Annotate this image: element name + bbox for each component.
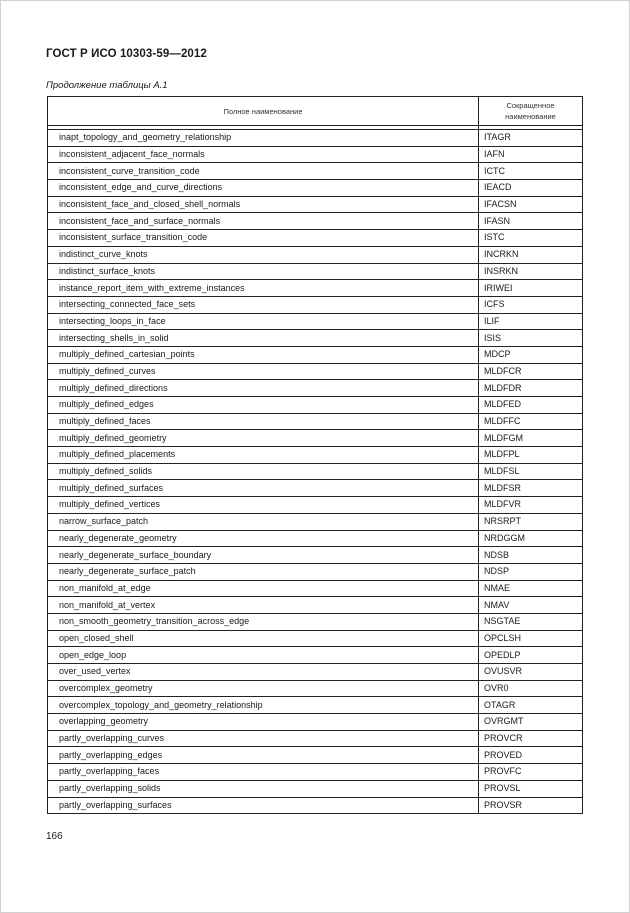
- full-name-cell: partly_overlapping_solids: [48, 780, 479, 797]
- abbreviation-cell: OVRGMT: [479, 714, 583, 731]
- abbreviation-cell: OPCLSH: [479, 630, 583, 647]
- abbreviation-cell: IRIWEI: [479, 280, 583, 297]
- full-name-cell: nearly_degenerate_surface_patch: [48, 563, 479, 580]
- table-row: [48, 146, 583, 163]
- abbreviation-cell: NDSB: [479, 547, 583, 564]
- abbreviation-cell: ILIF: [479, 313, 583, 330]
- abbreviation-cell: PROVSL: [479, 780, 583, 797]
- table-row: [48, 780, 583, 797]
- table-row: [48, 480, 583, 497]
- full-name-cell: inconsistent_curve_transition_code: [48, 163, 479, 180]
- full-name-cell: partly_overlapping_curves: [48, 730, 479, 747]
- table-row: [48, 463, 583, 480]
- abbreviation-cell: NDSP: [479, 563, 583, 580]
- abbreviation-cell: IFACSN: [479, 196, 583, 213]
- table-row: [48, 246, 583, 263]
- table-header-row: [48, 97, 583, 126]
- table-body: [48, 126, 583, 814]
- table-caption: Продолжение таблицы А.1: [46, 80, 168, 91]
- abbreviation-cell: PROVCR: [479, 730, 583, 747]
- full-name-cell: multiply_defined_placements: [48, 447, 479, 464]
- table-row: [48, 680, 583, 697]
- abbreviation-cell: OVR0: [479, 680, 583, 697]
- full-name-cell: multiply_defined_directions: [48, 380, 479, 397]
- full-name-cell: non_manifold_at_edge: [48, 580, 479, 597]
- table-row: [48, 647, 583, 664]
- full-name-cell: intersecting_connected_face_sets: [48, 296, 479, 313]
- abbreviation-cell: PROVED: [479, 747, 583, 764]
- full-name-cell: overcomplex_topology_and_geometry_relationship: [48, 697, 479, 714]
- full-name-cell: open_edge_loop: [48, 647, 479, 664]
- full-name-cell: indistinct_surface_knots: [48, 263, 479, 280]
- table-row: [48, 180, 583, 197]
- abbreviation-cell: INSRKN: [479, 263, 583, 280]
- abbreviation-cell: MLDFSL: [479, 463, 583, 480]
- column-header-abbreviation-line1: Сокращенное: [506, 101, 555, 110]
- table-row: [48, 430, 583, 447]
- column-header-abbreviation: [479, 97, 583, 126]
- abbreviation-cell: ITAGR: [479, 130, 583, 147]
- full-name-cell: multiply_defined_surfaces: [48, 480, 479, 497]
- abbreviation-cell: MLDFDR: [479, 380, 583, 397]
- abbreviation-cell: MLDFSR: [479, 480, 583, 497]
- abbreviation-cell: PROVSR: [479, 797, 583, 814]
- abbreviation-cell: MLDFGM: [479, 430, 583, 447]
- abbreviation-cell: NMAE: [479, 580, 583, 597]
- table-row: [48, 296, 583, 313]
- page-number: 166: [46, 831, 63, 842]
- full-name-cell: inconsistent_face_and_closed_shell_normals: [48, 196, 479, 213]
- full-name-cell: multiply_defined_solids: [48, 463, 479, 480]
- abbreviation-cell: ICFS: [479, 296, 583, 313]
- table-row: [48, 213, 583, 230]
- full-name-cell: multiply_defined_vertices: [48, 497, 479, 514]
- table-row: [48, 597, 583, 614]
- table-row: [48, 330, 583, 347]
- abbreviation-cell: IEACD: [479, 180, 583, 197]
- abbreviation-cell: MLDFED: [479, 397, 583, 414]
- full-name-cell: partly_overlapping_edges: [48, 747, 479, 764]
- table-row: [48, 563, 583, 580]
- abbreviation-cell: OVUSVR: [479, 664, 583, 681]
- table-row: [48, 447, 583, 464]
- abbreviation-cell: ICTC: [479, 163, 583, 180]
- abbreviation-cell: MLDFPL: [479, 447, 583, 464]
- table-row: [48, 280, 583, 297]
- abbreviation-cell: IFASN: [479, 213, 583, 230]
- full-name-cell: indistinct_curve_knots: [48, 246, 479, 263]
- table-row: [48, 397, 583, 414]
- full-name-cell: intersecting_shells_in_solid: [48, 330, 479, 347]
- abbreviation-cell: IAFN: [479, 146, 583, 163]
- full-name-cell: partly_overlapping_surfaces: [48, 797, 479, 814]
- full-name-cell: nearly_degenerate_surface_boundary: [48, 547, 479, 564]
- table-row: [48, 714, 583, 731]
- abbreviation-cell: NRSRPT: [479, 513, 583, 530]
- table-row: [48, 730, 583, 747]
- table-row: [48, 313, 583, 330]
- table-row: [48, 547, 583, 564]
- full-name-cell: inconsistent_edge_and_curve_directions: [48, 180, 479, 197]
- table-row: [48, 230, 583, 247]
- table-row: [48, 497, 583, 514]
- table-row: [48, 413, 583, 430]
- full-name-cell: inapt_topology_and_geometry_relationship: [48, 130, 479, 147]
- abbreviation-cell: OPEDLP: [479, 647, 583, 664]
- abbreviation-cell: ISIS: [479, 330, 583, 347]
- abbreviation-cell: INCRKN: [479, 246, 583, 263]
- abbreviations-table: [47, 96, 583, 814]
- full-name-cell: inconsistent_adjacent_face_normals: [48, 146, 479, 163]
- table-row: [48, 797, 583, 814]
- abbreviation-cell: PROVFC: [479, 764, 583, 781]
- full-name-cell: multiply_defined_geometry: [48, 430, 479, 447]
- abbreviation-cell: NRDGGM: [479, 530, 583, 547]
- table-row: [48, 613, 583, 630]
- table-row: [48, 380, 583, 397]
- abbreviation-cell: MDCP: [479, 346, 583, 363]
- full-name-cell: open_closed_shell: [48, 630, 479, 647]
- full-name-cell: nearly_degenerate_geometry: [48, 530, 479, 547]
- full-name-cell: overcomplex_geometry: [48, 680, 479, 697]
- table-row: [48, 764, 583, 781]
- abbreviation-cell: NSGTAE: [479, 613, 583, 630]
- document-title: ГОСТ Р ИСО 10303-59—2012: [46, 48, 207, 60]
- full-name-cell: overlapping_geometry: [48, 714, 479, 731]
- full-name-cell: non_manifold_at_vertex: [48, 597, 479, 614]
- abbreviation-cell: MLDFCR: [479, 363, 583, 380]
- full-name-cell: instance_report_item_with_extreme_instances: [48, 280, 479, 297]
- abbreviation-cell: NMAV: [479, 597, 583, 614]
- abbreviation-cell: OTAGR: [479, 697, 583, 714]
- table-row: [48, 363, 583, 380]
- full-name-cell: multiply_defined_cartesian_points: [48, 346, 479, 363]
- full-name-cell: multiply_defined_curves: [48, 363, 479, 380]
- table-row: [48, 530, 583, 547]
- abbreviation-cell: MLDFFC: [479, 413, 583, 430]
- table-row: [48, 346, 583, 363]
- full-name-cell: non_smooth_geometry_transition_across_edge: [48, 613, 479, 630]
- full-name-cell: narrow_surface_patch: [48, 513, 479, 530]
- full-name-cell: intersecting_loops_in_face: [48, 313, 479, 330]
- table-row: [48, 196, 583, 213]
- table-row: [48, 630, 583, 647]
- full-name-cell: partly_overlapping_faces: [48, 764, 479, 781]
- table-row: [48, 513, 583, 530]
- table-row: [48, 130, 583, 147]
- full-name-cell: multiply_defined_faces: [48, 413, 479, 430]
- table-row: [48, 697, 583, 714]
- table-row: [48, 747, 583, 764]
- table-row: [48, 263, 583, 280]
- full-name-cell: over_used_vertex: [48, 664, 479, 681]
- column-header-abbreviation-line2: наименование: [505, 112, 556, 121]
- full-name-cell: multiply_defined_edges: [48, 397, 479, 414]
- abbreviation-cell: ISTC: [479, 230, 583, 247]
- full-name-cell: inconsistent_surface_transition_code: [48, 230, 479, 247]
- table-row: [48, 580, 583, 597]
- abbreviation-cell: MLDFVR: [479, 497, 583, 514]
- table-row: [48, 163, 583, 180]
- full-name-cell: inconsistent_face_and_surface_normals: [48, 213, 479, 230]
- table-row: [48, 664, 583, 681]
- column-header-full-name: Полное наименование: [48, 97, 479, 126]
